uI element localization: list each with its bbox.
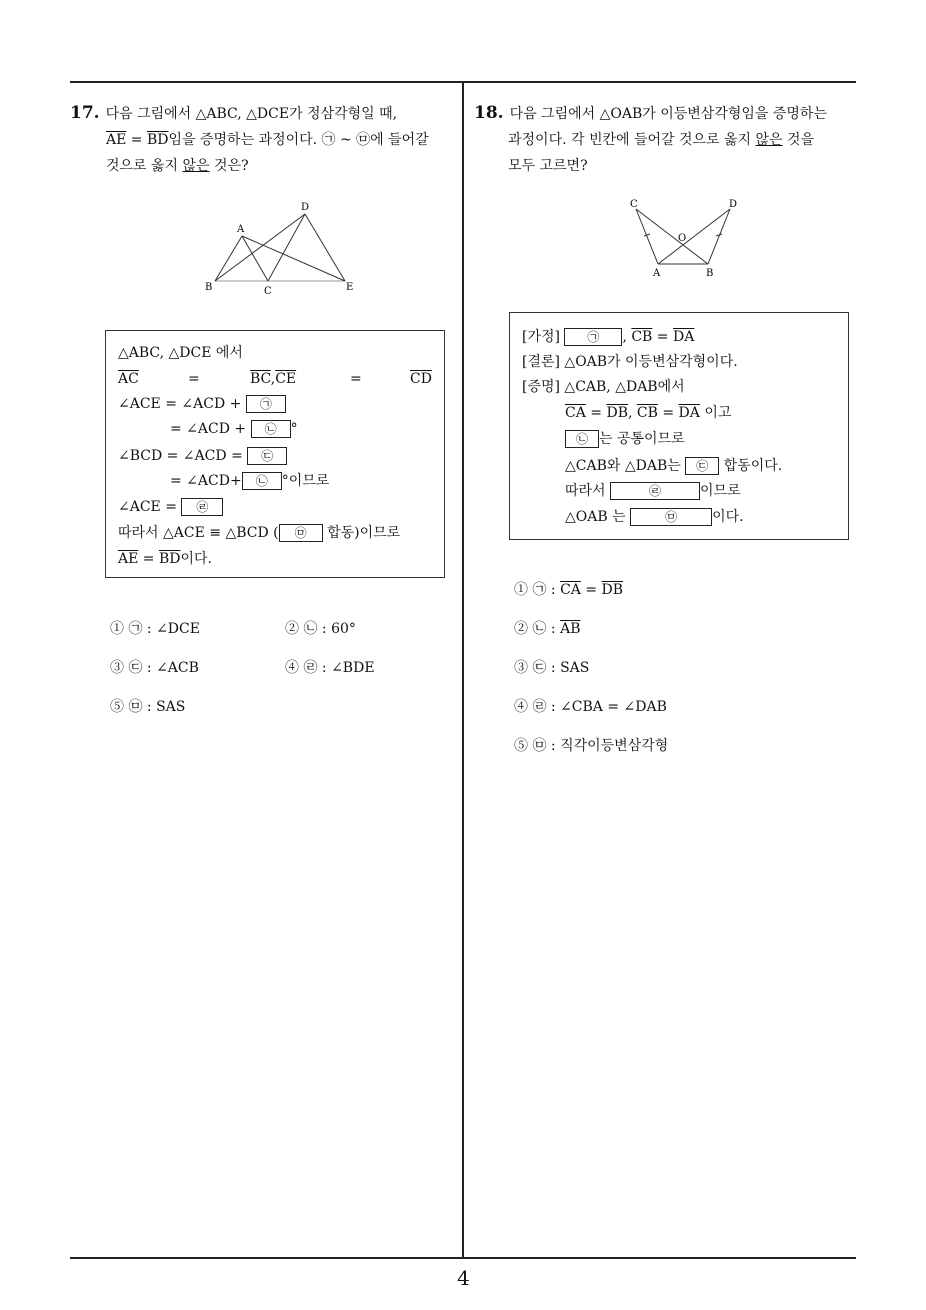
q18-proof-line4-post: 이고 (699, 405, 732, 421)
bottom-rule (70, 1257, 856, 1259)
q18-label-c: C (630, 199, 638, 210)
q18-option-1-mark: ① (514, 582, 528, 598)
q17-proof-ae: $\overline{AE}$ (118, 551, 139, 567)
q18-proof-db: $\overline{DB}$ (606, 405, 628, 421)
q18-label-d: D (729, 199, 738, 210)
q18-proof-line4-eq2: = (657, 405, 679, 421)
q18-proof-assumption-label: [가정] (522, 329, 560, 345)
q18-proof-line1-eq: = (652, 329, 673, 345)
q17-proof-line3-text: ∠ACE = ∠ACD + (118, 396, 242, 412)
q18-proof-box (509, 312, 849, 540)
q17-proof-ce: $\overline{CE}$ (275, 371, 297, 387)
q18-proof-line4 (565, 403, 731, 423)
q18-option-2-prefix: ㉡ : (532, 621, 561, 637)
q17-segment-bd (215, 214, 305, 281)
q17-number: 17. (70, 103, 100, 123)
q17-option-1-mark: ① (110, 621, 124, 637)
q17-proof-cd: $\overline{CD}$ (410, 371, 432, 387)
q18-proof-line4-eq1: = (585, 405, 607, 421)
q17-option-1-text: ㉠ : ∠DCE (128, 621, 200, 637)
q17-blank-2: ㉡ (251, 420, 291, 438)
q18-option-5-mark: ⑤ (514, 738, 528, 754)
q17-proof-line4-text: = ∠ACD + (170, 421, 247, 437)
q17-proof-line8 (118, 523, 400, 543)
q17-option-4-text: ㉣ : ∠BDE (303, 660, 375, 676)
q17-proof-line9 (118, 549, 212, 569)
q17-blank-4: ㉣ (181, 498, 223, 516)
q18-option-2-ab: $\overline{AB}$ (560, 621, 581, 637)
q17-proof-line4 (170, 419, 298, 439)
q18-proof-cb2: $\overline{CB}$ (636, 405, 658, 421)
q18-proof-line7 (565, 481, 741, 501)
q18-option-4[interactable] (514, 697, 667, 717)
q18-blank-5: ㉤ (630, 508, 712, 526)
q18-proof-line4-comma: , (627, 405, 637, 421)
q18-proof-line8 (565, 507, 744, 527)
page-number: 4 (457, 1266, 470, 1290)
q17-option-3-text: ㉢ : ∠ACB (128, 660, 199, 676)
q18-option-4-mark: ④ (514, 699, 528, 715)
q18-label-a: A (653, 268, 661, 279)
q17-stem-not: 않은 (182, 158, 210, 174)
q18-proof-line1-comma: , (622, 329, 627, 345)
q18-label-b: B (706, 268, 714, 279)
q18-proof-da2: $\overline{DA}$ (678, 405, 700, 421)
q17-blank-3: ㉢ (247, 447, 287, 465)
q17-segment-ae (242, 236, 345, 281)
q18-option-4-text: ㉣ : ∠CBA = ∠DAB (532, 699, 667, 715)
q18-stem (474, 100, 864, 179)
q17-option-5-mark: ⑤ (110, 699, 124, 715)
column-divider (462, 82, 464, 1258)
q17-blank-1: ㉠ (246, 395, 286, 413)
q17-option-4[interactable] (285, 658, 375, 678)
q18-blank-4: ㉣ (610, 482, 700, 500)
q17-proof-ac: $\overline{AC}$ (118, 371, 139, 387)
q17-option-5-text: ㉤ : SAS (128, 699, 186, 715)
q18-option-2[interactable] (514, 619, 580, 639)
q18-proof-line5 (565, 429, 685, 449)
q18-proof-line7-text: 따라서 (565, 483, 606, 499)
q18-figure (622, 196, 746, 280)
q17-option-4-mark: ④ (285, 660, 299, 676)
q18-option-3-mark: ③ (514, 660, 528, 676)
q18-option-1-eq: = (580, 582, 602, 598)
q18-proof-line1 (522, 327, 694, 347)
q17-proof-bd: $\overline{BD}$ (158, 551, 181, 567)
q17-label-d: D (301, 202, 310, 213)
q18-option-1[interactable] (514, 580, 623, 600)
q17-figure (195, 198, 365, 298)
q17-proof-degree: ° (290, 421, 298, 437)
q18-blank-1: ㉠ (564, 328, 622, 346)
q17-option-3-mark: ③ (110, 660, 124, 676)
q17-option-2-text: ㉡ : 60° (303, 621, 356, 637)
q17-proof-comma: , (270, 371, 276, 387)
q17-stem-line1: 다음 그림에서 △ABC, △DCE가 정삼각형일 때, (105, 106, 398, 122)
q18-stem-line1: 다음 그림에서 △OAB가 이등변삼각형임을 증명하는 (509, 106, 827, 122)
q18-option-3[interactable] (514, 658, 589, 678)
q18-stem-line3: 모두 고르면? (508, 158, 588, 174)
q17-stem-line3b: 것은? (209, 158, 249, 174)
q18-proof-line3: [증명] △CAB, △DAB에서 (522, 379, 685, 395)
q18-proof-line6-post: 합동이다. (723, 458, 783, 474)
q18-proof-line2: [결론] △OAB가 이등변삼각형이다. (522, 354, 738, 370)
q17-option-1[interactable] (110, 619, 200, 639)
q18-proof-line8-post: 이다. (712, 509, 744, 525)
q17-proof-line7 (118, 497, 223, 517)
q17-label-b: B (205, 282, 213, 293)
q17-stem (70, 100, 455, 179)
q17-option-2[interactable] (285, 619, 356, 639)
q18-option-1-db: $\overline{DB}$ (601, 582, 624, 598)
q17-proof-eq2: = (350, 371, 362, 387)
q17-proof-line2 (118, 369, 434, 389)
q18-option-3-text: ㉢ : SAS (532, 660, 590, 676)
q18-proof-cb: $\overline{CB}$ (631, 329, 653, 345)
q17-stem-bd: $\overline{BD}$ (146, 132, 169, 148)
q17-label-e: E (346, 282, 354, 293)
q17-proof-line9-eq: = (138, 551, 159, 567)
q18-option-5-text: ㉤ : 직각이등변삼각형 (532, 738, 669, 754)
q18-proof-line6-text: △CAB와 △DAB는 (565, 458, 681, 474)
q17-segment-cd (268, 214, 305, 281)
q17-proof-line6-text: = ∠ACD+ (170, 473, 242, 489)
q18-label-o: O (678, 233, 687, 244)
q17-label-c: C (264, 286, 272, 297)
q18-number: 18. (474, 103, 504, 123)
q17-stem-line3a: 것으로 옳지 (106, 158, 183, 174)
q17-proof-line8-text: 따라서 △ACE ≡ △BCD ( (118, 525, 279, 541)
q17-proof-line6-post: °이므로 (281, 473, 330, 489)
q17-proof-line5-text: ∠BCD = ∠ACD = (118, 448, 243, 464)
q17-proof-eq1: = (188, 371, 200, 387)
q17-proof-line7-text: ∠ACE = (118, 499, 177, 515)
q17-segment-de (305, 214, 345, 281)
q17-option-2-mark: ② (285, 621, 299, 637)
q17-option-5[interactable] (110, 697, 185, 717)
q17-blank-2b: ㉡ (242, 472, 282, 490)
q17-option-3[interactable] (110, 658, 199, 678)
q18-blank-3: ㉢ (685, 457, 719, 475)
q18-blank-2: ㉡ (565, 430, 599, 448)
q17-segment-ba (215, 236, 242, 281)
q17-proof-line8-post: 합동)이므로 (322, 525, 401, 541)
q18-option-1-prefix: ㉠ : (532, 582, 561, 598)
q17-proof-line6 (170, 471, 329, 491)
q18-option-2-mark: ② (514, 621, 528, 637)
q18-proof-line6 (565, 456, 782, 476)
q17-label-a: A (237, 224, 245, 235)
q17-proof-line3 (118, 394, 286, 414)
q18-stem-not: 않은 (755, 132, 783, 148)
q18-option-1-ca: $\overline{CA}$ (560, 582, 581, 598)
q18-proof-ca: $\overline{CA}$ (565, 405, 586, 421)
q17-proof-bc: $\overline{BC}$ (250, 371, 271, 387)
q17-proof-line1: △ABC, △DCE 에서 (118, 345, 243, 361)
q17-stem-eq: = (126, 132, 147, 148)
q17-proof-line9-post: 이다. (180, 551, 212, 567)
q18-proof-line5-post: 는 공통이므로 (599, 431, 685, 447)
q18-option-5[interactable] (514, 736, 668, 756)
q18-stem-line2b: 것을 (782, 132, 815, 148)
q18-proof-da: $\overline{DA}$ (672, 329, 695, 345)
q17-stem-ae: $\overline{AE}$ (106, 132, 127, 148)
q17-blank-5: ㉤ (279, 524, 323, 542)
q17-proof-box (105, 330, 445, 578)
q18-proof-line7-post: 이므로 (700, 483, 741, 499)
q18-stem-line2a: 과정이다. 각 빈칸에 들어갈 것으로 옳지 (508, 132, 756, 148)
q17-proof-line5 (118, 446, 287, 466)
q18-proof-line8-text: △OAB 는 (565, 509, 626, 525)
q17-stem-line2: 임을 증명하는 과정이다. ㉠ ~ ㉤에 들어갈 (168, 132, 429, 148)
